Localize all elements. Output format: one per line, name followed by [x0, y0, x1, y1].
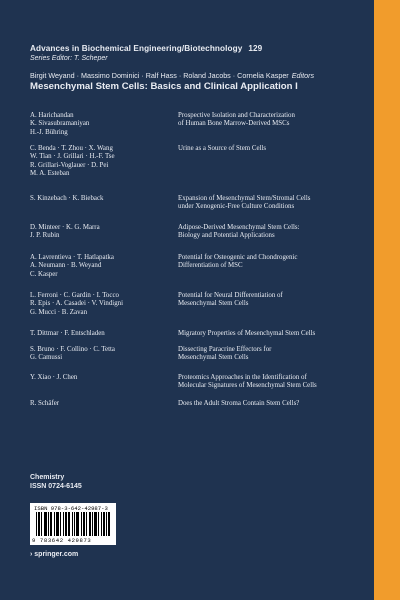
issn-label: ISSN 0724-6145 — [30, 483, 82, 490]
toc-chapter-line: Mesenchymal Stem Cells — [178, 354, 249, 362]
toc-author-line: D. Minteer · K. G. Marra — [30, 224, 100, 231]
toc-authors — [30, 330, 170, 338]
publisher-link[interactable]: › springer.com — [30, 551, 79, 558]
editors-label: Editors — [291, 71, 315, 80]
toc-chapter-title — [178, 145, 368, 153]
barcode-digits: 9 783642 429873 — [32, 537, 92, 544]
subject-label: Chemistry — [30, 474, 65, 481]
subject-info — [30, 473, 82, 491]
toc-chapter-line: Migratory Properties of Mesenchymal Stem Cells — [178, 330, 316, 337]
toc-chapter-line: Expansion of Mesenchymal Stem/Stromal Cells — [178, 195, 311, 202]
accent-bar — [374, 0, 400, 600]
series-editor: Series Editor: T. Scheper — [30, 55, 108, 62]
toc-chapter-line: Does the Adult Stroma Contain Stem Cells? — [178, 400, 300, 407]
toc-author-line: W. Tian · J. Grillari · H.-F. Tse — [30, 153, 115, 161]
toc-chapter-title — [178, 224, 368, 241]
toc-author-line: R. Grillari-Voglauer · D. Pei — [30, 161, 109, 169]
toc-chapter-title — [178, 346, 368, 363]
toc-authors — [30, 292, 170, 317]
book-editors — [30, 71, 314, 80]
toc-author-line: R. Epis · A. Casadei · V. Vindigni — [30, 300, 123, 308]
series-title — [30, 44, 262, 53]
toc-chapter-title — [178, 292, 368, 309]
toc-chapter-line: of Human Bone Marrow-Derived MSCs — [178, 120, 290, 128]
toc-chapter-line: Prospective Isolation and Characterization — [178, 112, 295, 119]
toc-authors — [30, 400, 170, 408]
toc-author-line: A. Lavrentieva · T. Hatlapatka — [30, 254, 114, 261]
editor-names: Birgit Weyand · Massimo Dominici · Ralf Hass · Roland Jacobs · Cornelia Kasper — [30, 71, 289, 80]
toc-chapter-line: Mesenchymal Stem Cells — [178, 300, 249, 308]
toc-author-line: C. Benda · T. Zhou · X. Wang — [30, 145, 113, 152]
toc-chapter-line: under Xenogenic-Free Culture Conditions — [178, 203, 295, 211]
isbn-text: ISBN 978-3-642-42987-3 — [34, 505, 108, 512]
toc-chapter-line: Dissecting Paracrine Effectors for — [178, 346, 272, 353]
toc-chapter-title — [178, 400, 368, 408]
toc-author-line: G. Mucci · B. Zavan — [30, 308, 88, 316]
toc-authors — [30, 374, 170, 382]
series-volume: 129 — [248, 44, 263, 53]
toc-author-line: G. Camussi — [30, 354, 63, 362]
toc-chapter-line: Biology and Potential Applications — [178, 232, 275, 240]
toc-chapter-line: Potential for Osteogenic and Chondrogenic — [178, 254, 298, 261]
toc-chapter-line: Potential for Neural Differentiation of — [178, 292, 283, 299]
barcode-box — [30, 503, 116, 545]
toc-authors — [30, 145, 170, 178]
toc-authors — [30, 254, 170, 279]
toc-chapter-title — [178, 254, 368, 271]
toc-author-line: S. Kinzebach · K. Bieback — [30, 195, 104, 202]
toc-author-line: K. Sivasubramaniyan — [30, 120, 90, 128]
toc-chapter-title — [178, 195, 368, 212]
toc-chapter-line: Proteomics Approaches in the Identification of — [178, 374, 307, 381]
toc-chapter-title — [178, 112, 368, 129]
toc-author-line: T. Dittmar · F. Entschladen — [30, 330, 105, 337]
series-name: Advances in Biochemical Engineering/Biotechnology — [30, 44, 243, 53]
toc-author-line: S. Bruno · F. Collino · C. Tetta — [30, 346, 115, 353]
toc-author-line: M. A. Esteban — [30, 169, 70, 177]
book-title: Mesenchymal Stem Cells: Basics and Clinical Application I — [30, 81, 298, 92]
toc-authors — [30, 195, 170, 203]
toc-chapter-line: Adipose-Derived Mesenchymal Stem Cells: — [178, 224, 300, 231]
toc-chapter-line: Molecular Signatures of Mesenchymal Stem Cells — [178, 382, 317, 390]
toc-author-line: J. P. Rubin — [30, 232, 60, 240]
toc-authors — [30, 346, 170, 363]
toc-author-line: H.-J. Bühring — [30, 128, 68, 136]
toc-chapter-line: Differentiation of MSC — [178, 262, 243, 270]
toc-chapter-title — [178, 374, 368, 391]
toc-author-line: R. Schäfer — [30, 400, 60, 407]
toc-authors — [30, 112, 170, 137]
toc-author-line: C. Kasper — [30, 270, 58, 278]
toc-author-line: L. Ferroni · C. Gardin · I. Tocco — [30, 292, 119, 299]
toc-author-line: A. Neumann · B. Weyand — [30, 262, 102, 270]
toc-author-line: Y. Xiao · J. Chen — [30, 374, 78, 381]
barcode-icon — [36, 512, 110, 536]
toc-author-line: A. Harichandan — [30, 112, 74, 119]
toc-authors — [30, 224, 170, 241]
toc-chapter-line: Urine as a Source of Stem Cells — [178, 145, 267, 152]
toc-chapter-title — [178, 330, 368, 338]
